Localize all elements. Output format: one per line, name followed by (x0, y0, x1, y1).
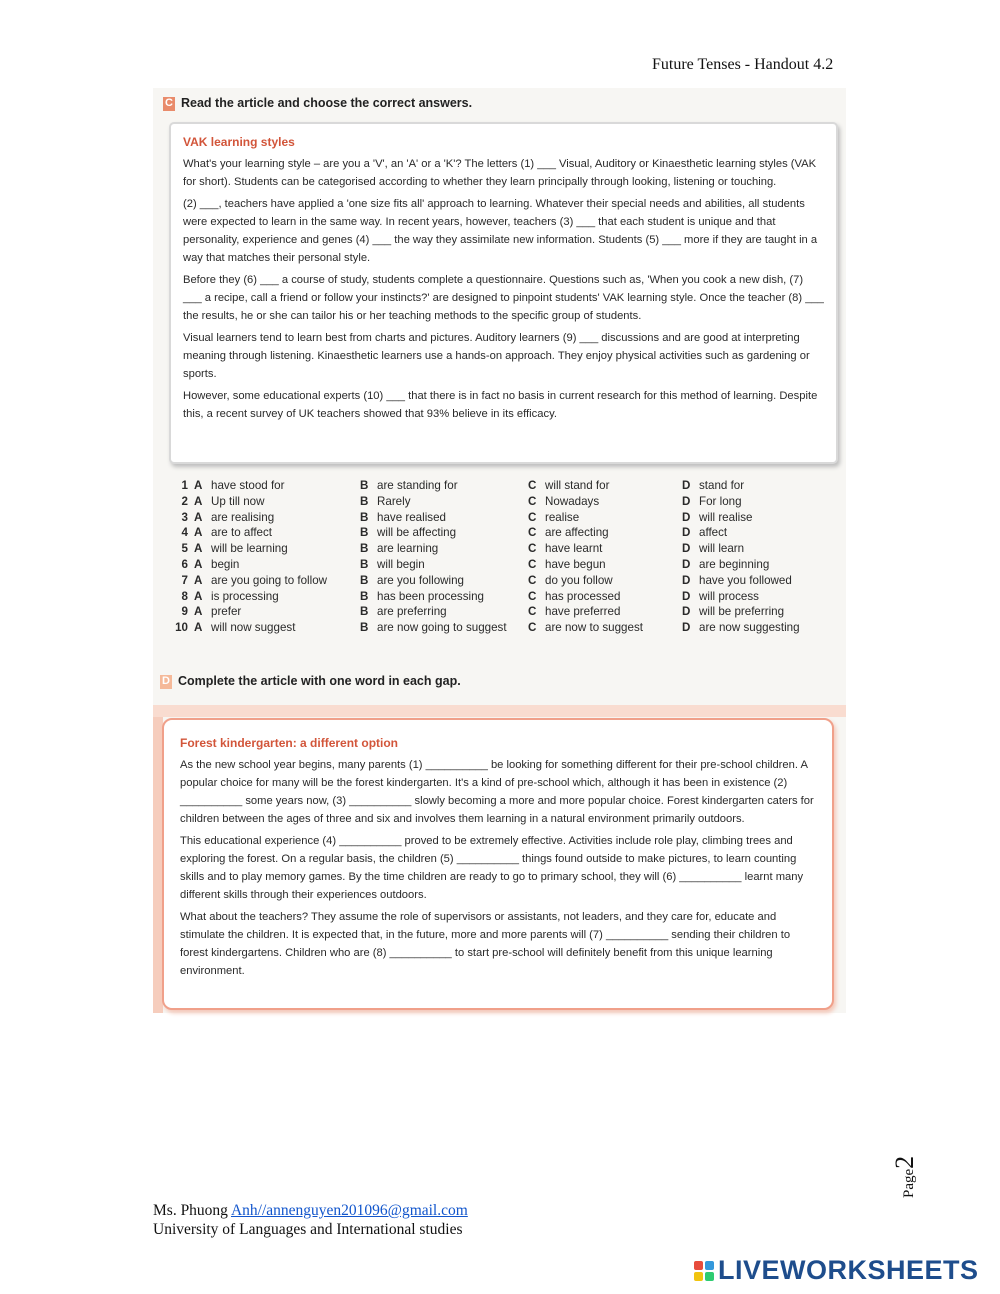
option-b: are learning (377, 542, 439, 556)
option-letter-d: D (682, 510, 691, 524)
option-letter-a: A (194, 542, 203, 556)
section-d-heading (160, 674, 461, 689)
header-title: Future Tenses - Handout 4.2 (652, 56, 834, 73)
option-d: affect (699, 526, 728, 540)
section-c-letter: C (163, 97, 175, 111)
forest-paragraph: What about the teachers? They assume the role of supervisors or assistants, not leaders, and they care for, educate and stimulate the children. It is expected that, in the future, more and more parents will (7) __________ sending their children to forest kindergartens. Children who are (8) __________ to start pre-school will definitely benefit from this unique learning environment. (180, 911, 791, 977)
option-c: are now to suggest (545, 621, 643, 635)
option-letter-b: B (360, 526, 369, 540)
option-d: stand for (699, 479, 745, 492)
page-number (890, 1138, 930, 1198)
option-letter-c: C (528, 605, 537, 619)
option-letter-d: D (682, 589, 691, 603)
option-row (175, 478, 800, 494)
question-number: 3 (181, 510, 188, 524)
article-box-vak (169, 122, 838, 464)
option-d: have you followed (699, 573, 792, 587)
option-b: are standing for (377, 479, 458, 492)
option-letter-a: A (194, 510, 203, 524)
question-number: 10 (175, 621, 188, 635)
option-letter-c: C (528, 479, 537, 492)
forest-paragraph: This educational experience (4) __________ proved to be extremely effective. Activities include role play, climbing trees and exploring the forest. On a regular basis, the children (5) __________ things found outside to make pictures, to learn counting skills and to play memory games. By the time children are ready to go to primary school, they will (6) __________ learnt many different skills through their experiences outdoors. (180, 835, 804, 901)
option-b: are now going to suggest (377, 621, 507, 635)
option-c: realise (545, 510, 580, 524)
vak-paragraph: What's your learning style – are you a 'V', an 'A' or a 'K'? The letters (1) ___ Visual, Auditory or Kinaesthetic learning styles (VAK for short). Students can be categorised according to whether they learn principally through looking, listening or touching. (183, 158, 817, 188)
option-c: are affecting (545, 526, 609, 540)
option-d: will be preferring (699, 605, 785, 619)
option-letter-a: A (194, 494, 203, 508)
option-letter-c: C (528, 510, 537, 524)
question-number: 8 (181, 589, 188, 603)
section-c-heading (163, 96, 472, 111)
option-c: will stand for (545, 479, 610, 492)
option-c: have begun (545, 557, 606, 571)
option-row (175, 557, 800, 573)
option-row (175, 620, 800, 636)
option-letter-a: A (194, 573, 203, 587)
liveworksheets-logo[interactable] (694, 1255, 979, 1286)
question-number: 9 (181, 605, 188, 619)
option-b: will be affecting (377, 526, 457, 540)
option-letter-b: B (360, 494, 369, 508)
vak-paragraph: (2) ___, teachers have applied a 'one size fits all' approach to learning. Whatever their special needs and abilities, all students were expected to learn in the same way. In recent years, however, teachers (3) ___ that each student is unique and that personality, experience and genes (4) ___ the way they assimilate new information. Students (5) ___ more if they are taught in a way that matches their personal style. (183, 198, 818, 264)
option-letter-d: D (682, 621, 691, 635)
option-letter-d: D (682, 526, 691, 540)
option-letter-c: C (528, 573, 537, 587)
option-a: are to affect (211, 526, 273, 540)
option-letter-c: C (528, 621, 537, 635)
logo-grid-icon (694, 1261, 714, 1281)
option-letter-c: C (528, 526, 537, 540)
option-row (175, 541, 800, 557)
answer-options-table (175, 478, 800, 636)
option-letter-c: C (528, 557, 537, 571)
option-a: have stood for (211, 479, 285, 492)
option-row (175, 573, 800, 589)
option-b: will begin (377, 557, 425, 571)
option-letter-a: A (194, 621, 203, 635)
option-row (175, 604, 800, 620)
page-digit: 2 (890, 1155, 919, 1169)
logo-square (694, 1272, 703, 1281)
option-letter-c: C (528, 589, 537, 603)
option-letter-d: D (682, 557, 691, 571)
footer-institution: University of Languages and International studies (153, 1221, 463, 1238)
logo-square (705, 1261, 714, 1270)
option-c: has processed (545, 589, 621, 603)
option-d: will realise (699, 510, 753, 524)
footer-email-link[interactable]: Anh//annenguyen201096@gmail.com (230, 1202, 468, 1219)
vak-paragraph: However, some educational experts (10) ___ that there is in fact no basis in current research for this method of learning. Despite this, a recent survey of UK teachers showed that 93% believe in its efficacy. (183, 390, 818, 420)
question-number: 1 (181, 479, 188, 492)
logo-square (705, 1272, 714, 1281)
vak-paragraph: Visual learners tend to learn best from charts and pictures. Auditory learners (9) ___ discussions and are good at interpreting meaning through listening. Kinaesthetic learners use a hands-on approach. They enjoy physical activities such as gardening or sports. (183, 332, 810, 380)
decorative-band (153, 705, 846, 717)
option-b: are you following (377, 573, 465, 587)
option-c: Nowadays (545, 494, 600, 508)
option-a: will be learning (211, 542, 288, 556)
option-b: are preferring (377, 605, 447, 619)
option-letter-b: B (360, 605, 369, 619)
option-a: begin (211, 557, 240, 571)
option-letter-a: A (194, 589, 203, 603)
option-c: have preferred (545, 605, 621, 619)
option-d: are beginning (699, 557, 770, 571)
option-letter-a: A (194, 557, 203, 571)
footer-author-name: Ms. Phuong (153, 1202, 231, 1219)
option-a: will now suggest (211, 621, 296, 635)
logo-square (694, 1261, 703, 1270)
option-d: are now suggesting (699, 621, 800, 635)
option-letter-d: D (682, 573, 691, 587)
option-letter-b: B (360, 589, 369, 603)
article-title-vak: VAK learning styles (183, 135, 295, 149)
section-d-instruction: Complete the article with one word in each gap. (178, 674, 461, 688)
footer (153, 1201, 468, 1239)
footer-author (153, 1201, 468, 1220)
option-letter-b: B (360, 621, 369, 635)
option-row (175, 589, 800, 605)
page-word: Page (901, 1168, 917, 1198)
option-letter-b: B (360, 557, 369, 571)
option-b: Rarely (377, 494, 411, 508)
option-letter-d: D (682, 479, 691, 492)
question-number: 5 (181, 542, 188, 556)
option-letter-b: B (360, 479, 369, 492)
option-letter-b: B (360, 510, 369, 524)
question-number: 2 (181, 494, 188, 508)
option-a: is processing (211, 589, 279, 603)
option-a: prefer (211, 605, 242, 619)
option-b: has been processing (377, 589, 484, 603)
option-d: will learn (699, 542, 745, 556)
option-a: are realising (211, 510, 275, 524)
option-letter-d: D (682, 542, 691, 556)
option-letter-a: A (194, 526, 203, 540)
logo-text: LIVEWORKSHEETS (718, 1255, 979, 1285)
question-number: 7 (181, 573, 188, 587)
option-letter-a: A (194, 479, 203, 492)
article-box-forest (162, 718, 834, 1010)
option-row (175, 510, 800, 526)
question-number: 4 (181, 526, 188, 540)
option-a: are you going to follow (211, 573, 328, 587)
option-c: have learnt (545, 542, 603, 556)
forest-paragraph: As the new school year begins, many parents (1) __________ be looking for something different for their pre-school children. A popular choice for many will be the forest kindergarten. It's a kind of pre-school which, although it has been in existence (2) __________ some years now, (3) __________ slowly becoming a more and more popular choice. Forest kindergarten caters for children between the ages of three and six and involves them learning in a natural environment primarily outdoors. (180, 759, 814, 825)
article-title-forest: Forest kindergarten: a different option (180, 736, 399, 750)
section-c-instruction: Read the article and choose the correct answers. (181, 96, 473, 110)
option-letter-c: C (528, 494, 537, 508)
question-number: 6 (181, 557, 188, 571)
option-letter-d: D (682, 605, 691, 619)
option-letter-d: D (682, 494, 691, 508)
option-b: have realised (377, 510, 446, 524)
option-letter-a: A (194, 605, 203, 619)
option-a: Up till now (211, 494, 265, 508)
option-letter-b: B (360, 542, 369, 556)
option-row (175, 525, 800, 541)
option-letter-c: C (528, 542, 537, 556)
vak-paragraph: Before they (6) ___ a course of study, students complete a questionnaire. Questions such as, 'When you cook a new dish, (7) ___ a recipe, call a friend or follow your instincts?' are designed to pinpoint students' VAK learning style. Once the teacher (8) ___ the results, he or she can tailor his or her teaching methods to the specific group of students. (183, 274, 824, 322)
option-row (175, 494, 800, 510)
option-c: do you follow (545, 573, 613, 587)
option-letter-b: B (360, 573, 369, 587)
option-d: For long (699, 494, 742, 508)
section-d-letter: D (160, 675, 172, 689)
option-d: will process (699, 589, 759, 603)
